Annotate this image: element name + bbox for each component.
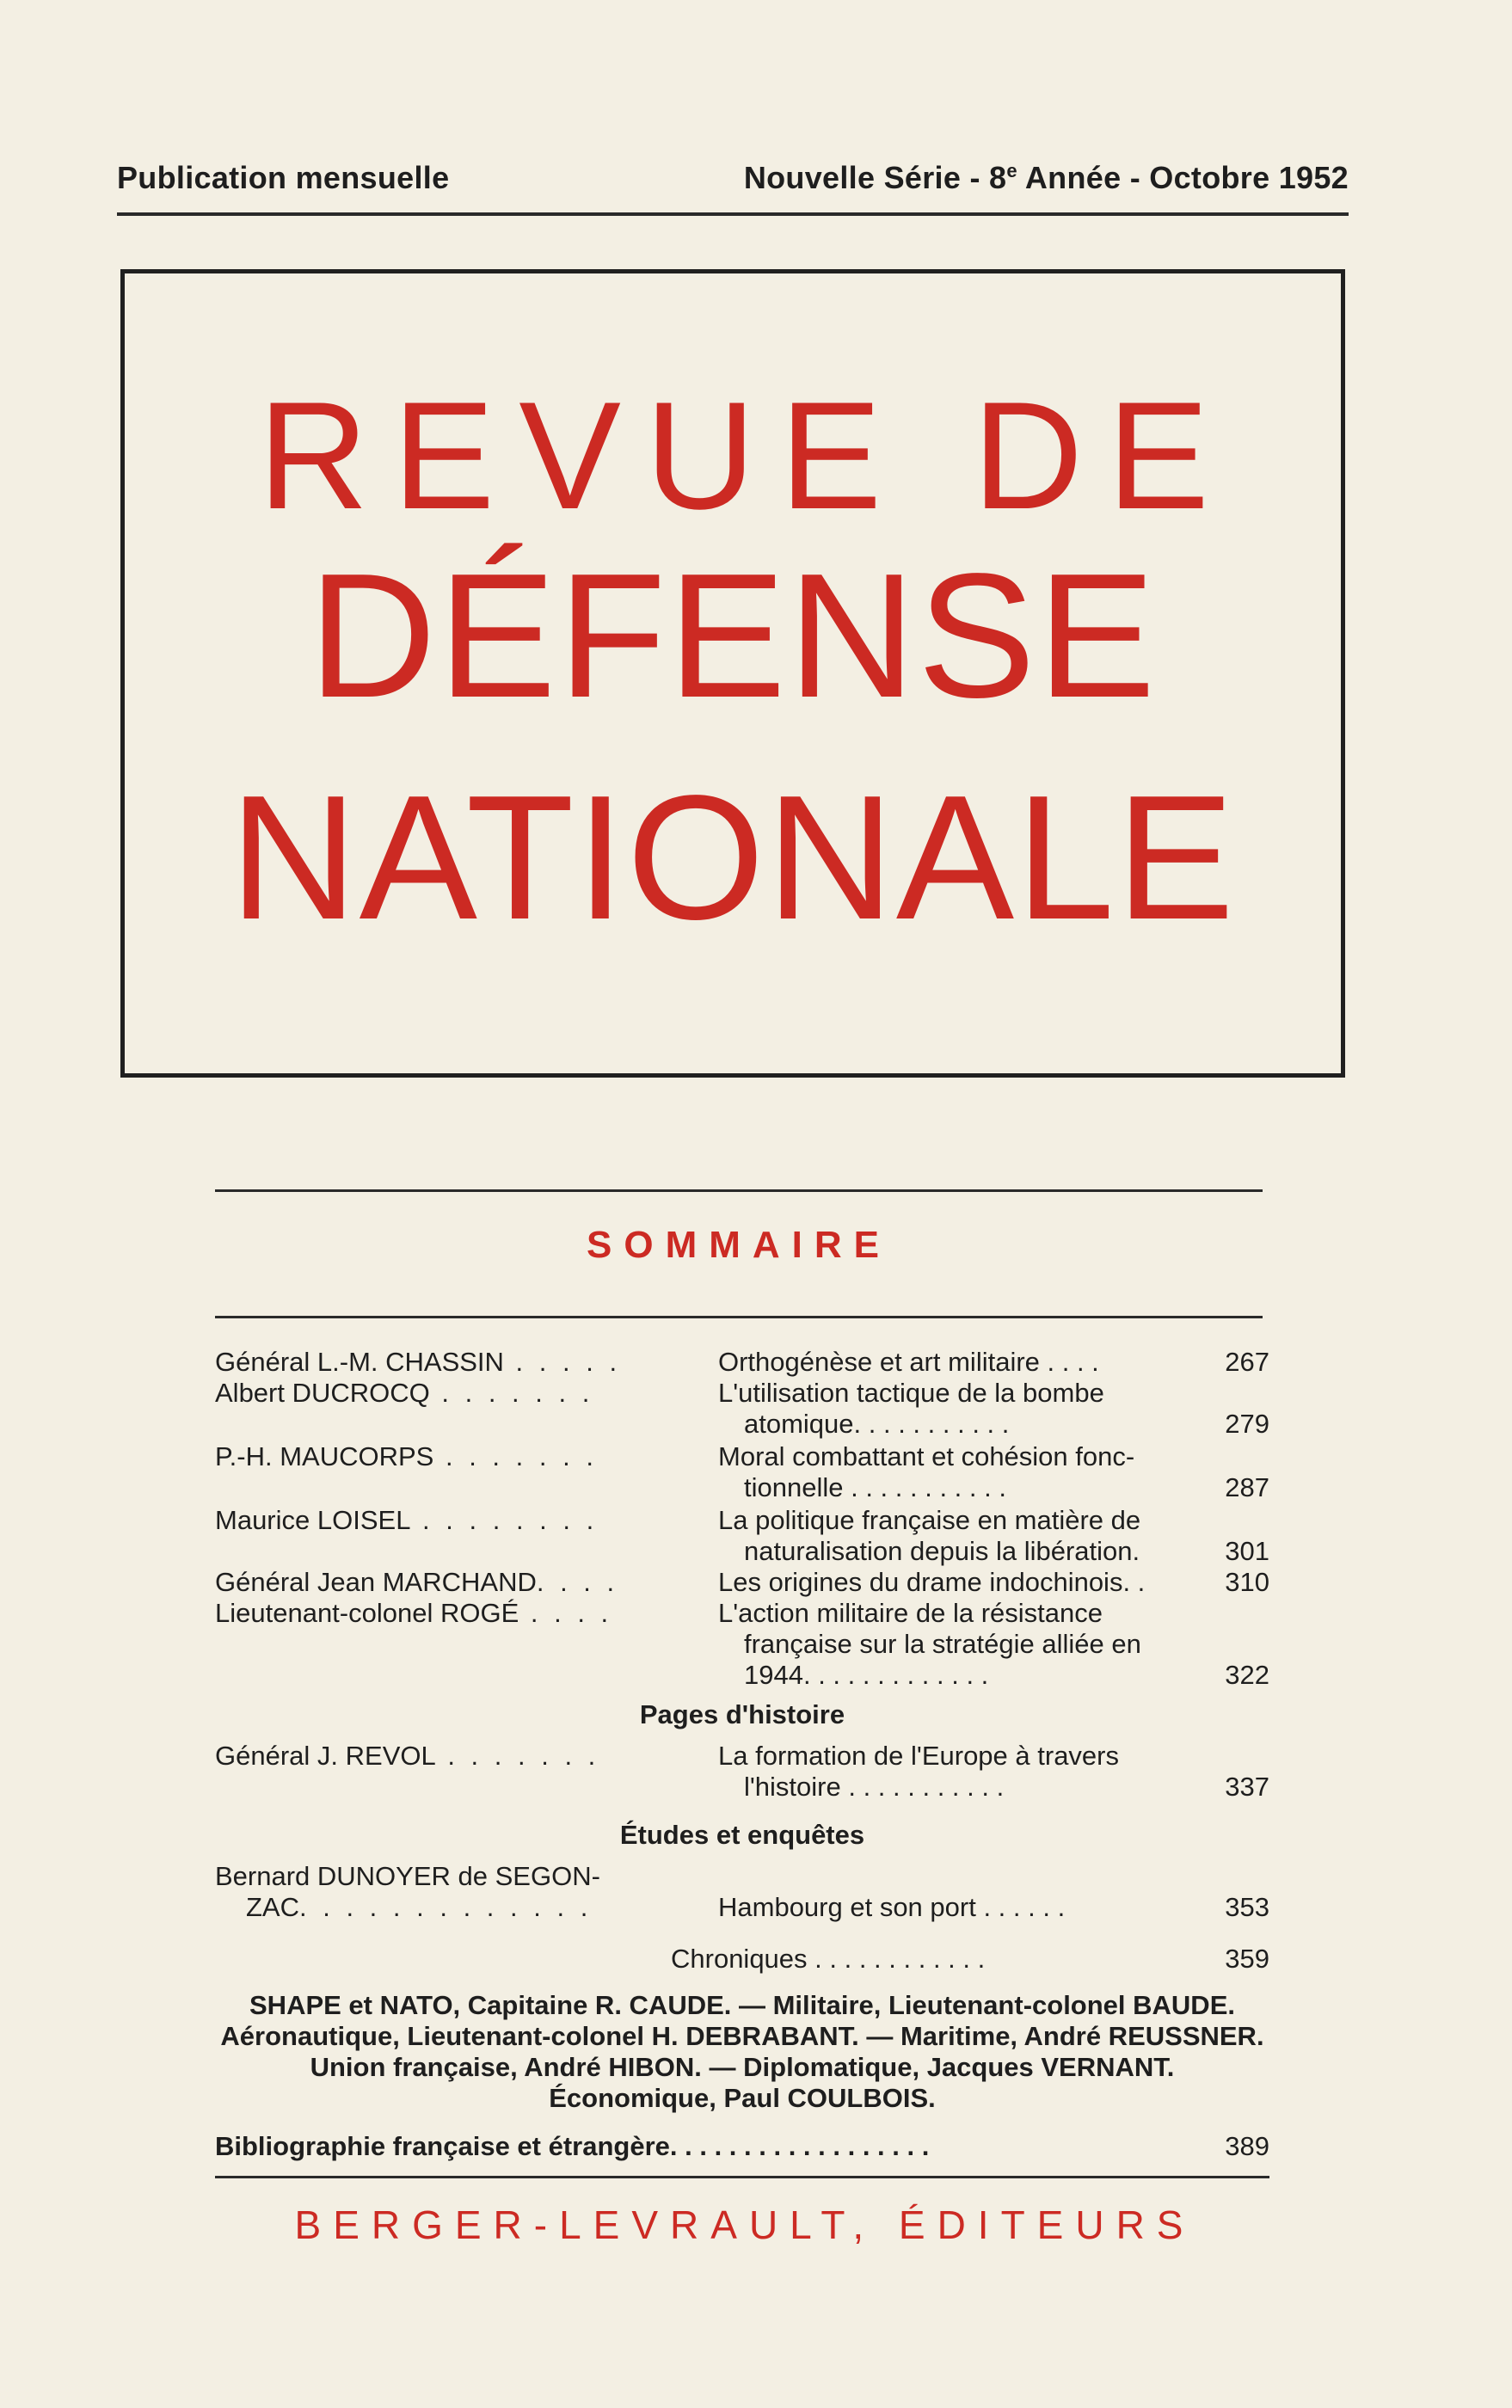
toc-title: La politique française en matière de naturalisation depuis la libération.	[718, 1505, 1141, 1566]
chroniques-label: Chroniques . . . . . . . . . . . .	[671, 1944, 986, 1974]
toc-title: Les origines du drame indochinois. .	[718, 1567, 1146, 1597]
toc-author: Bernard DUNOYER de SEGON- ZAC. . . . . . . . . . . . .	[215, 1861, 600, 1922]
header-rule	[117, 212, 1349, 216]
toc-page: 389	[1225, 2131, 1269, 2161]
toc-page: 337	[1225, 1772, 1269, 1802]
footer-rule	[215, 2176, 1269, 2178]
sommaire-heading: SOMMAIRE	[587, 1224, 891, 1266]
toc-page: 310	[1225, 1567, 1269, 1597]
bibliographie-label: Bibliographie française et étrangère. . . . . . . . . . . . . . . . . .	[215, 2131, 930, 2161]
toc-title: Moral combattant et cohésion fonc- tionnelle . . . . . . . . . . .	[718, 1441, 1135, 1502]
toc-page: 267	[1225, 1347, 1269, 1377]
toc-title: L'utilisation tactique de la bombe atomique. . . . . . . . . . .	[718, 1378, 1104, 1439]
toc-author: Général Jean MARCHAND. . . .	[215, 1567, 619, 1597]
toc-page: 301	[1225, 1536, 1269, 1566]
title-line-revue: REVUE DE	[258, 370, 1233, 541]
toc-title: Orthogénèse et art militaire . . . .	[718, 1347, 1099, 1377]
toc-author: P.-H. MAUCORPS . . . . . . .	[215, 1441, 598, 1471]
sommaire-rule-top	[215, 1189, 1263, 1192]
chroniques-line: Économique, Paul COULBOIS.	[549, 2083, 936, 2113]
toc-page: 359	[1225, 1944, 1269, 1974]
toc-title: Hambourg et son port . . . . . .	[718, 1892, 1066, 1922]
toc-title: L'action militaire de la résistance française sur la stratégie alliée en 1944. . . . . . . . . . . . .	[718, 1598, 1141, 1690]
chroniques-line: Union française, André HIBON. — Diplomatique, Jacques VERNANT.	[310, 2052, 1175, 2082]
toc-title: La formation de l'Europe à travers l'histoire . . . . . . . . . . .	[718, 1741, 1119, 1802]
title-frame	[120, 269, 1345, 1078]
toc-page: 353	[1225, 1892, 1269, 1922]
issue-info: Nouvelle Série - 8e Année - Octobre 1952	[743, 160, 1349, 195]
title-line-nationale: NATIONALE	[229, 759, 1237, 956]
toc-page: 287	[1225, 1472, 1269, 1502]
toc-author: Maurice LOISEL . . . . . . . .	[215, 1505, 599, 1535]
toc-author: Général L.-M. CHASSIN . . . . .	[215, 1347, 622, 1377]
publisher-imprint: BERGER-LEVRAULT, ÉDITEURS	[294, 2202, 1195, 2247]
title-line-defense: DÉFENSE	[308, 537, 1158, 734]
table-of-contents	[215, 1347, 1269, 2190]
toc-page: 279	[1225, 1409, 1269, 1439]
chroniques-line: Aéronautique, Lieutenant-colonel H. DEBRABANT. — Maritime, André REUSSNER.	[220, 2021, 1264, 2051]
chroniques-line: SHAPE et NATO, Capitaine R. CAUDE. — Militaire, Lieutenant-colonel BAUDE.	[249, 1990, 1235, 2020]
toc-author: Lieutenant-colonel ROGÉ . . . .	[215, 1598, 613, 1628]
masthead-info	[117, 160, 1349, 208]
section-heading-histoire: Pages d'histoire	[639, 1699, 845, 1729]
toc-author: Général J. REVOL . . . . . . .	[215, 1741, 600, 1771]
sommaire-rule-bottom	[215, 1316, 1263, 1318]
toc-page: 322	[1225, 1660, 1269, 1690]
toc-author: Albert DUCROCQ . . . . . . .	[215, 1378, 594, 1408]
section-heading-etudes: Études et enquêtes	[619, 1820, 865, 1850]
publication-frequency: Publication mensuelle	[117, 160, 450, 195]
